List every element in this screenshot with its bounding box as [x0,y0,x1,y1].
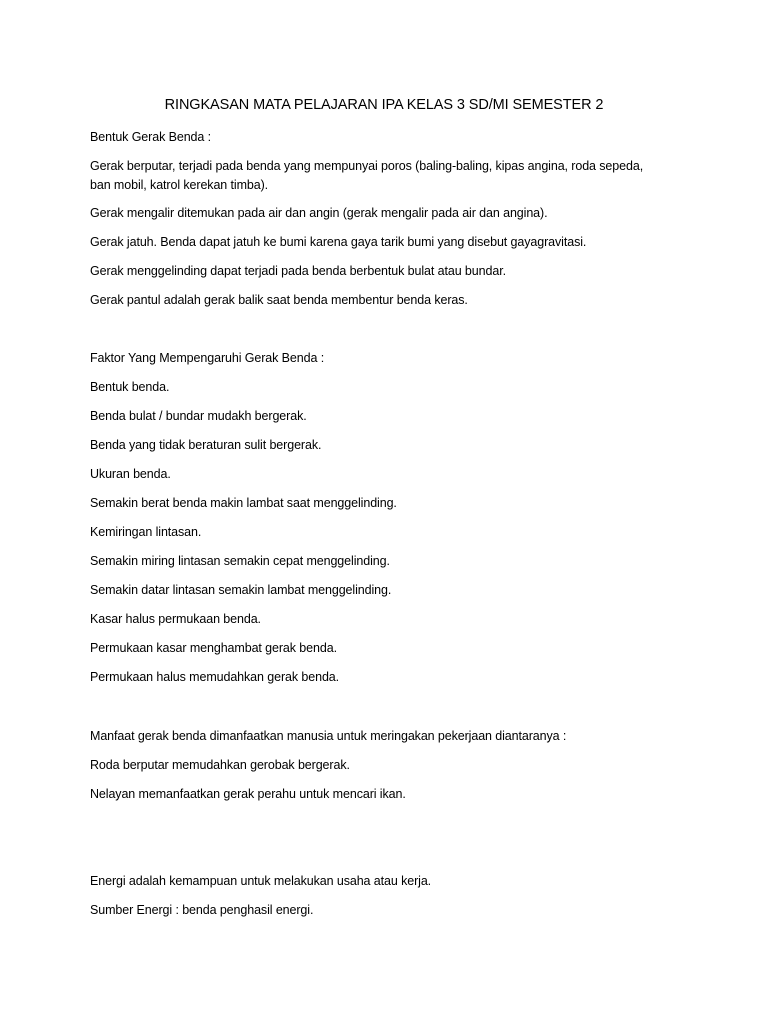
paragraph-gerak-menggelinding: Gerak menggelinding dapat terjadi pada benda berbentuk bulat atau bundar. [90,264,506,278]
paragraph-gerak-berputar-line2: ban mobil, katrol kerekan timba). [90,178,269,192]
section-heading-bentuk-gerak: Bentuk Gerak Benda : [90,130,211,144]
document-title: RINGKASAN MATA PELAJARAN IPA KELAS 3 SD/MI SEMESTER 2 [164,97,604,113]
paragraph-gerak-jatuh: Gerak jatuh. Benda dapat jatuh ke bumi karena gaya tarik bumi yang disebut gayagravitasi. [90,235,587,249]
list-item: Benda bulat / bundar mudakh bergerak. [90,409,307,423]
list-item: Benda yang tidak beraturan sulit bergerak. [90,438,322,452]
paragraph-energi: Energi adalah kemampuan untuk melakukan usaha atau kerja. [90,874,432,888]
paragraph-gerak-mengalir: Gerak mengalir ditemukan pada air dan angin (gerak mengalir pada air dan angina). [90,206,548,220]
list-item: Kasar halus permukaan benda. [90,612,261,626]
list-item: Semakin datar lintasan semakin lambat menggelinding. [90,583,392,597]
list-item: Nelayan memanfaatkan gerak perahu untuk mencari ikan. [90,787,406,801]
section-heading-faktor: Faktor Yang Mempengaruhi Gerak Benda : [90,351,325,365]
list-item: Permukaan halus memudahkan gerak benda. [90,670,340,684]
list-item: Bentuk benda. [90,380,170,394]
list-item: Semakin miring lintasan semakin cepat menggelinding. [90,554,390,568]
list-item: Semakin berat benda makin lambat saat menggelinding. [90,496,397,510]
section-heading-manfaat: Manfaat gerak benda dimanfaatkan manusia untuk meringakan pekerjaan diantaranya : [90,729,567,743]
paragraph-gerak-pantul: Gerak pantul adalah gerak balik saat benda membentur benda keras. [90,293,468,307]
paragraph-gerak-berputar-line1: Gerak berputar, terjadi pada benda yang mempunyai poros (baling-baling, kipas angina, roda sepeda, [90,159,644,173]
list-item: Ukuran benda. [90,467,171,481]
list-item: Permukaan kasar menghambat gerak benda. [90,641,337,655]
list-item: Roda berputar memudahkan gerobak bergerak. [90,758,350,772]
paragraph-sumber-energi: Sumber Energi : benda penghasil energi. [90,903,314,917]
list-item: Kemiringan lintasan. [90,525,202,539]
